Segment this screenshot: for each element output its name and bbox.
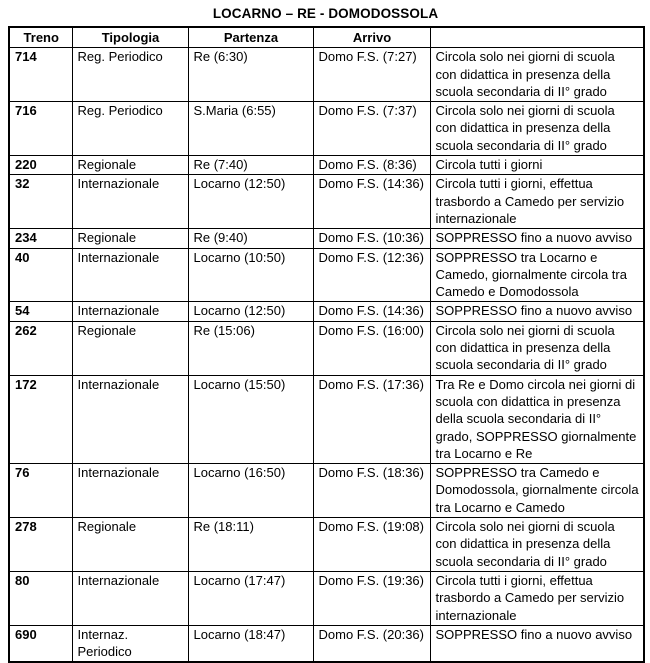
table-row (9, 175, 644, 229)
header-arrivo: Arrivo (313, 27, 430, 48)
table-row (9, 302, 644, 321)
cell-tipologia: Internazionale (72, 464, 188, 518)
cell-partenza: Re (7:40) (188, 156, 313, 175)
cell-treno: 278 (9, 518, 72, 572)
cell-note: SOPPRESSO fino a nuovo avviso (430, 302, 644, 321)
cell-note: Circola solo nei giorni di scuola con didattica in presenza della scuola secondaria di II° grado (430, 518, 644, 572)
cell-tipologia: Regionale (72, 229, 188, 248)
cell-arrivo: Domo F.S. (20:36) (313, 625, 430, 662)
cell-tipologia: Internazionale (72, 248, 188, 302)
cell-arrivo: Domo F.S. (19:36) (313, 571, 430, 625)
header-row (9, 27, 644, 48)
cell-arrivo: Domo F.S. (8:36) (313, 156, 430, 175)
header-note (430, 27, 644, 48)
cell-tipologia: Internazionale (72, 571, 188, 625)
train-timetable (8, 26, 645, 663)
cell-tipologia: Regionale (72, 156, 188, 175)
cell-partenza: Locarno (17:47) (188, 571, 313, 625)
table-row (9, 464, 644, 518)
cell-treno: 262 (9, 321, 72, 375)
cell-partenza: Re (18:11) (188, 518, 313, 572)
cell-treno: 714 (9, 48, 72, 102)
cell-tipologia: Reg. Periodico (72, 48, 188, 102)
cell-partenza: Locarno (12:50) (188, 175, 313, 229)
cell-partenza: Re (15:06) (188, 321, 313, 375)
cell-tipologia: Internazionale (72, 302, 188, 321)
cell-arrivo: Domo F.S. (17:36) (313, 375, 430, 463)
cell-partenza: Locarno (12:50) (188, 302, 313, 321)
cell-partenza: Locarno (15:50) (188, 375, 313, 463)
cell-treno: 32 (9, 175, 72, 229)
cell-tipologia: Regionale (72, 321, 188, 375)
table-row (9, 48, 644, 102)
cell-tipologia: Regionale (72, 518, 188, 572)
cell-partenza: Re (6:30) (188, 48, 313, 102)
table-row (9, 156, 644, 175)
cell-arrivo: Domo F.S. (16:00) (313, 321, 430, 375)
table-header (9, 27, 644, 48)
cell-arrivo: Domo F.S. (7:37) (313, 102, 430, 156)
cell-note: Tra Re e Domo circola nei giorni di scuola con didattica in presenza della scuola secondaria di II° grado, SOPPRESSO giornalmente tra Locarno e Re (430, 375, 644, 463)
cell-tipologia: Internaz. Periodico (72, 625, 188, 662)
cell-arrivo: Domo F.S. (18:36) (313, 464, 430, 518)
header-tipologia: Tipologia (72, 27, 188, 48)
table-row (9, 321, 644, 375)
table-row (9, 571, 644, 625)
header-treno: Treno (9, 27, 72, 48)
cell-tipologia: Internazionale (72, 175, 188, 229)
cell-partenza: S.Maria (6:55) (188, 102, 313, 156)
cell-treno: 234 (9, 229, 72, 248)
cell-treno: 80 (9, 571, 72, 625)
table-row (9, 248, 644, 302)
cell-tipologia: Internazionale (72, 375, 188, 463)
cell-arrivo: Domo F.S. (14:36) (313, 302, 430, 321)
cell-treno: 54 (9, 302, 72, 321)
cell-note: Circola tutti i giorni, effettua trasbordo a Camedo per servizio internazionale (430, 571, 644, 625)
table-row (9, 102, 644, 156)
cell-note: Circola tutti i giorni (430, 156, 644, 175)
cell-partenza: Locarno (16:50) (188, 464, 313, 518)
cell-note: SOPPRESSO fino a nuovo avviso (430, 625, 644, 662)
cell-arrivo: Domo F.S. (12:36) (313, 248, 430, 302)
table-body (9, 48, 644, 663)
cell-treno: 690 (9, 625, 72, 662)
cell-note: SOPPRESSO fino a nuovo avviso (430, 229, 644, 248)
cell-partenza: Locarno (10:50) (188, 248, 313, 302)
cell-note: Circola solo nei giorni di scuola con didattica in presenza della scuola secondaria di II° grado (430, 102, 644, 156)
header-partenza: Partenza (188, 27, 313, 48)
cell-arrivo: Domo F.S. (7:27) (313, 48, 430, 102)
cell-arrivo: Domo F.S. (19:08) (313, 518, 430, 572)
cell-arrivo: Domo F.S. (10:36) (313, 229, 430, 248)
cell-treno: 76 (9, 464, 72, 518)
cell-partenza: Locarno (18:47) (188, 625, 313, 662)
cell-treno: 716 (9, 102, 72, 156)
cell-tipologia: Reg. Periodico (72, 102, 188, 156)
page-title: LOCARNO – RE - DOMODOSSOLA (212, 6, 439, 21)
cell-note: Circola solo nei giorni di scuola con didattica in presenza della scuola secondaria di II° grado (430, 48, 644, 102)
table-row (9, 229, 644, 248)
cell-arrivo: Domo F.S. (14:36) (313, 175, 430, 229)
cell-treno: 40 (9, 248, 72, 302)
table-row (9, 375, 644, 463)
cell-treno: 172 (9, 375, 72, 463)
cell-note: Circola tutti i giorni, effettua trasbordo a Camedo per servizio internazionale (430, 175, 644, 229)
cell-treno: 220 (9, 156, 72, 175)
table-row (9, 518, 644, 572)
cell-note: SOPPRESSO tra Camedo e Domodossola, giornalmente circola tra Locarno e Camedo (430, 464, 644, 518)
table-row (9, 625, 644, 662)
cell-note: SOPPRESSO tra Locarno e Camedo, giornalmente circola tra Camedo e Domodossola (430, 248, 644, 302)
cell-partenza: Re (9:40) (188, 229, 313, 248)
cell-note: Circola solo nei giorni di scuola con didattica in presenza della scuola secondaria di II° grado (430, 321, 644, 375)
